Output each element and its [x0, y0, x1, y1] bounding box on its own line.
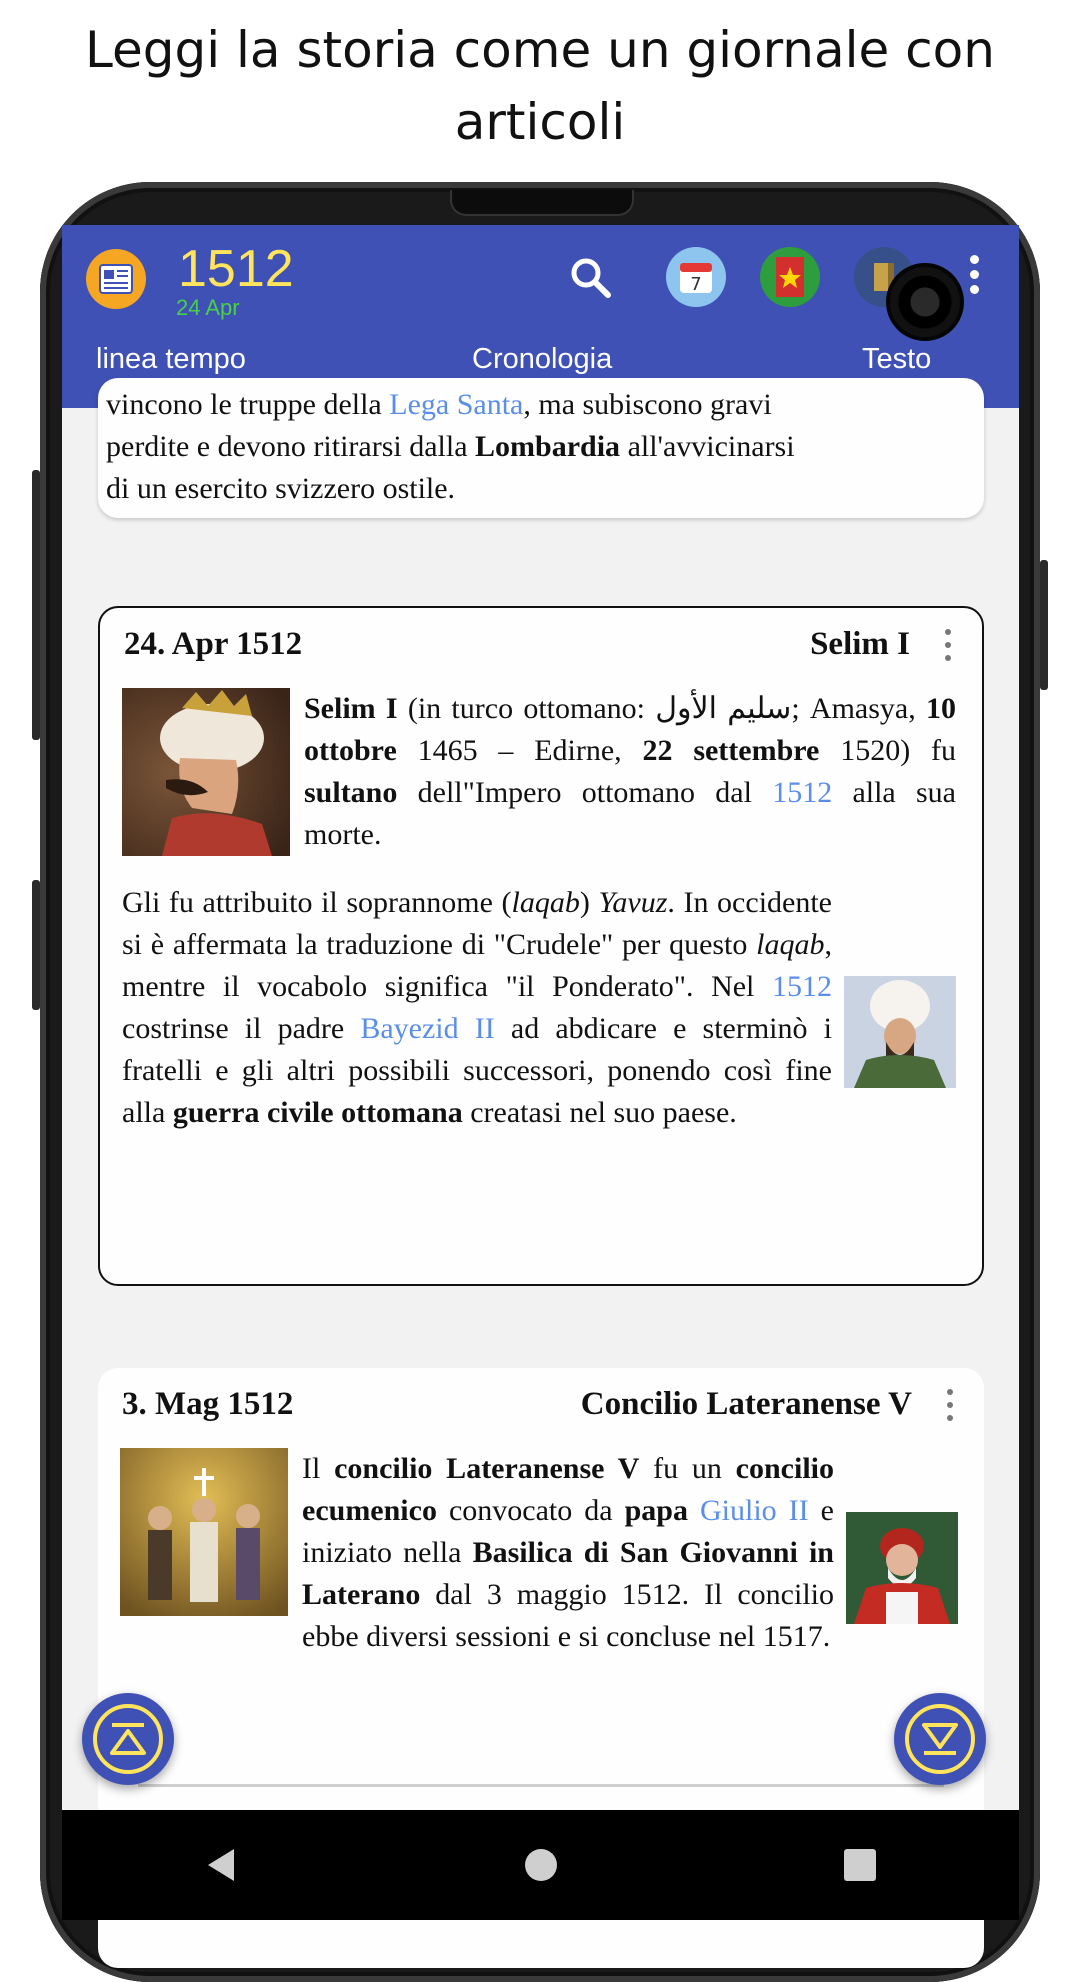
back-icon[interactable] [202, 1845, 242, 1885]
article-text: vincono le truppe della Lega Santa, ma subiscono gravi perdite e devono ritirarsi dalla Lombardia all'avvicinarsi di un esercito svizzero ostile. [106, 388, 795, 505]
system-nav-bar [62, 1810, 1019, 1920]
date-display: 24 Apr [176, 295, 240, 320]
giulio-ii-portrait-image[interactable] [846, 1512, 958, 1624]
app-screen [62, 225, 1019, 1920]
article-paragraph-1: Selim I (in turco ottomano: سليم الأول; Amasya, 10 ottobre 1465 – Edirne, 22 settembre 1520) fu sultano dell"Impero ottomano dal 1512 alla sua morte. [304, 692, 956, 851]
card-menu-icon[interactable] [938, 626, 958, 666]
promo-title [0, 14, 1080, 158]
article-paragraph-1: Il concilio Lateranense V fu un concilio ecumenico convocato da papa Giulio II e iniziato nella Basilica di San Giovanni in Laterano dal 3 maggio 1512. Il concilio ebbe diversi sessioni e si concluse nel 1517. [120, 1448, 958, 1658]
card-header [124, 626, 958, 666]
article-title: Concilio Lateranense V [580, 1386, 912, 1422]
tab-linea-tempo[interactable]: linea tempo [96, 343, 246, 375]
tab-testo[interactable]: Testo [862, 343, 932, 375]
scroll-bottom-icon [905, 1704, 975, 1774]
year-display[interactable]: 1512 [178, 240, 294, 298]
promo-line-2: articoli [454, 93, 626, 151]
phone-side-button [32, 880, 40, 1010]
more-vert-icon[interactable] [962, 255, 986, 305]
article-date: 3. Mag 1512 [122, 1386, 294, 1422]
article-date: 24. Apr 1512 [124, 626, 303, 662]
camera-cutout [886, 263, 964, 341]
card-menu-icon[interactable] [940, 1386, 960, 1426]
card-divider [138, 1784, 944, 1787]
phone-speaker [450, 190, 634, 216]
promo-line-1: Leggi la storia come un giornale con [85, 21, 995, 79]
timeline-list [62, 388, 1019, 1920]
card-header [122, 1386, 960, 1426]
newspaper-icon[interactable] [86, 249, 146, 309]
link-giulio-ii[interactable]: Giulio II [700, 1494, 809, 1527]
article-card-previous[interactable] [98, 378, 984, 518]
flag-icon[interactable] [760, 247, 820, 307]
recents-icon[interactable] [840, 1845, 880, 1885]
article-title: Selim I [810, 626, 910, 662]
article-card-selim[interactable] [98, 606, 984, 1286]
phone-volume-button [32, 470, 40, 740]
scroll-bottom-button[interactable] [894, 1693, 986, 1785]
selim-portrait-image[interactable] [122, 688, 290, 856]
concilio-mosaic-image[interactable] [120, 1448, 288, 1616]
link-lega-santa[interactable]: Lega Santa [389, 388, 524, 421]
article-paragraph-2: Gli fu attribuito il soprannome (laqab) Yavuz. In occidente si è affermata la traduzione di "Crudele" per questo laqab, mentre il vocabolo significa "il Ponderato". Nel 1512 costrinse il padre Bayezid II ad abdicare e sterminò i fratelli e gli altri possibili successori, ponendo così fine alla guerra civile ottomana creatasi nel suo paese. [122, 882, 956, 1134]
scroll-top-icon [93, 1704, 163, 1774]
phone-power-button [1040, 560, 1048, 690]
calendar-day: 7 [690, 274, 702, 295]
link-1512[interactable]: 1512 [772, 776, 833, 809]
bayezid-portrait-image[interactable] [844, 976, 956, 1088]
link-bayezid-ii[interactable]: Bayezid II [360, 1012, 495, 1045]
search-icon[interactable] [560, 247, 620, 307]
home-icon[interactable] [521, 1845, 561, 1885]
scroll-top-button[interactable] [82, 1693, 174, 1785]
link-1512-b[interactable]: 1512 [772, 970, 832, 1003]
calendar-icon[interactable] [666, 247, 726, 307]
tab-cronologia[interactable]: Cronologia [472, 343, 613, 375]
